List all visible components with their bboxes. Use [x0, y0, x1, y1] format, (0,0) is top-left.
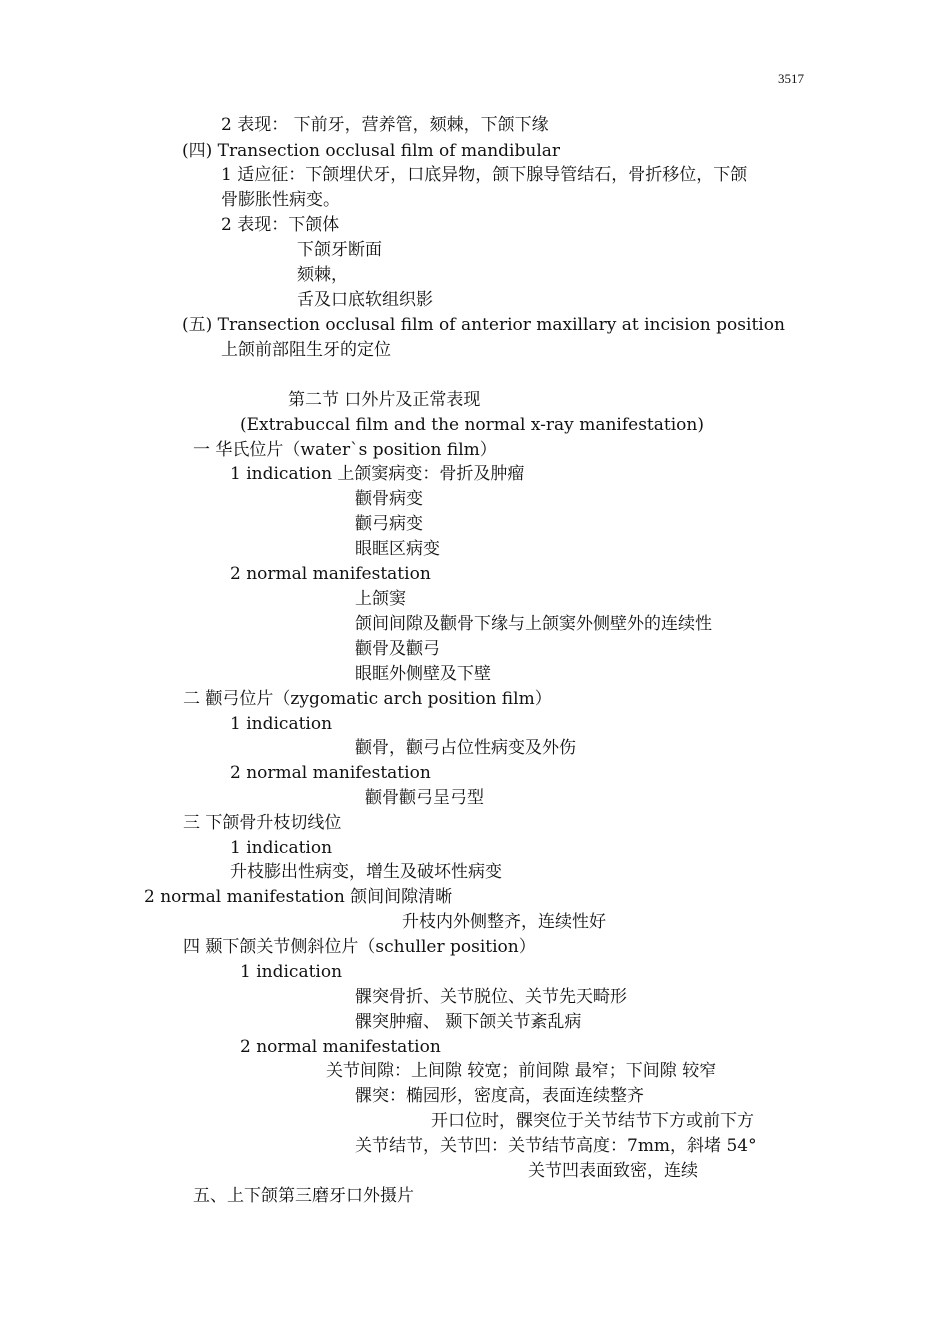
text-line: 髁突肿瘤、 颞下颌关节紊乱病 — [355, 1012, 582, 1032]
text-line: 关节凹表面致密，连续 — [528, 1161, 698, 1181]
page-number: 3517 — [778, 71, 804, 86]
text-line: 2 normal manifestation — [230, 564, 431, 584]
text-line: 颧骨颧弓呈弓型 — [365, 788, 484, 808]
section-heading: (五) Transection occlusal film of anterior maxillary at incision position — [182, 315, 785, 335]
text-line: 2 normal manifestation — [240, 1037, 441, 1057]
text-line: 升枝内外侧整齐，连续性好 — [402, 912, 606, 932]
text-line: 1 indication — [230, 838, 333, 858]
text-line: 髁突：椭园形，密度高，表面连续整齐 — [355, 1086, 644, 1106]
section-heading: 五、上下颌第三磨牙口外摄片 — [193, 1186, 414, 1206]
section-heading: 四 颞下颌关节侧斜位片（schuller position） — [183, 937, 536, 957]
text-line: 颧骨及颧弓 — [355, 639, 440, 659]
chapter-title: 第二节 口外片及正常表现 — [288, 390, 481, 410]
text-line: 颌间间隙及颧骨下缘与上颌窦外侧壁外的连续性 — [355, 614, 712, 634]
text-line: 骨膨胀性病变。 — [221, 190, 340, 210]
chapter-subtitle: (Extrabuccal film and the normal x-ray manifestation) — [240, 415, 704, 435]
text-line: 关节结节，关节凹：关节结节高度：7mm，斜堵 54° — [355, 1136, 757, 1156]
text-line: 2 normal manifestation 颌间间隙清晰 — [144, 887, 453, 907]
text-line: 颧弓病变 — [355, 514, 423, 534]
text-line: 颧骨病变 — [355, 489, 423, 509]
text-line: 关节间隙：上间隙 较宽；前间隙 最窄；下间隙 较窄 — [326, 1061, 717, 1081]
text-line: 上颌前部阻生牙的定位 — [221, 340, 391, 360]
text-line: 1 适应征：下颌埋伏牙，口底异物，颌下腺导管结石，骨折移位，下颌 — [221, 165, 748, 185]
section-heading: 一 华氏位片（water`s position film） — [193, 440, 497, 460]
text-line: 下颌牙断面 — [297, 240, 382, 260]
text-line: 眼眶区病变 — [355, 539, 440, 559]
text-line: 髁突骨折、关节脱位、关节先天畸形 — [355, 987, 627, 1007]
section-heading: (四) Transection occlusal film of mandibular — [182, 141, 561, 161]
text-line: 1 indication — [240, 962, 343, 982]
text-line: 颧骨，颧弓占位性病变及外伤 — [355, 738, 576, 758]
text-line: 1 indication — [230, 714, 333, 734]
text-line: 开口位时，髁突位于关节结节下方或前下方 — [431, 1111, 754, 1131]
text-line: 2 表现： 下前牙，营养管，颏棘，下颌下缘 — [221, 115, 549, 135]
text-line: 舌及口底软组织影 — [297, 290, 433, 310]
text-line: 1 indication 上颌窦病变：骨折及肿瘤 — [230, 464, 525, 484]
text-line: 2 normal manifestation — [230, 763, 431, 783]
text-line: 上颌窦 — [355, 589, 406, 609]
text-line: 颏棘， — [297, 265, 348, 285]
section-heading: 二 颧弓位片（zygomatic arch position film） — [183, 689, 552, 709]
text-line: 眼眶外侧壁及下壁 — [355, 664, 491, 684]
section-heading: 三 下颌骨升枝切线位 — [183, 813, 342, 833]
text-line: 升枝膨出性病变，增生及破坏性病变 — [230, 862, 502, 882]
text-line: 2 表现：下颌体 — [221, 215, 340, 235]
